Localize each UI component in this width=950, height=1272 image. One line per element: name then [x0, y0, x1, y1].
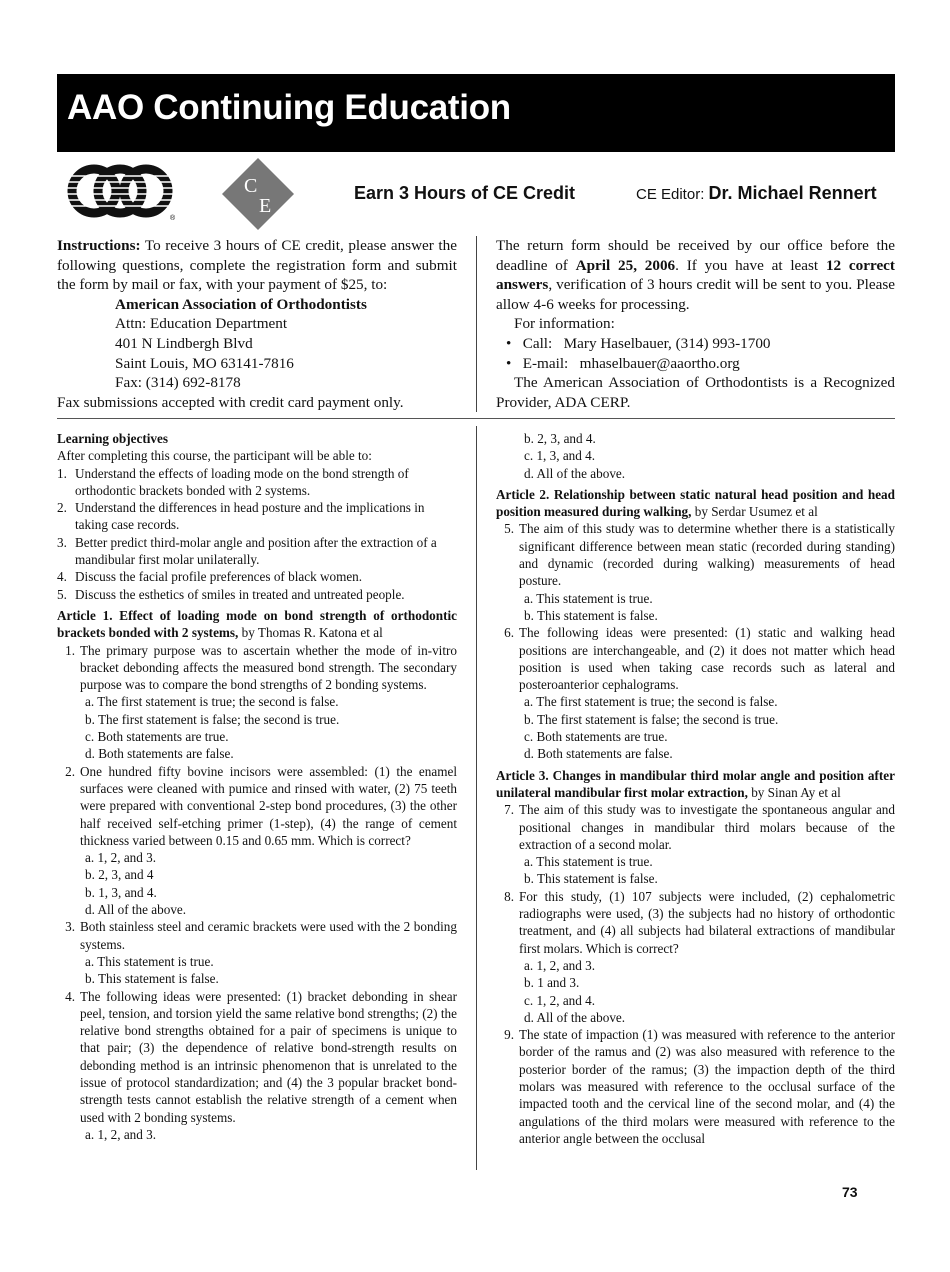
objective-item: 2. Understand the differences in head posture and the implications in taking case records.	[57, 499, 457, 534]
answer-option: d. All of the above.	[524, 465, 626, 481]
objective-item: 5. Discuss the esthetics of smiles in treated and untreated people.	[57, 586, 457, 603]
question-7: 7. The aim of this study was to investigate the spontaneous angular and positional changes in mandibular third molars because of the extraction of a second molar.	[504, 802, 895, 852]
page-title: AAO Continuing Education	[67, 88, 511, 127]
address-line: Saint Louis, MO 63141-7816	[115, 354, 294, 372]
question-8: 8. For this study, (1) 107 subjects were included, (2) cephalometric radiographs were used, (3) the subjects had no history of orthodontic treatment, and (4) all subjects had bilateral extractions of mandibular first molars. Which is correct?	[504, 888, 895, 956]
answer-option: b. 1 and 3.	[524, 975, 580, 991]
for-info: For information:	[514, 315, 615, 333]
article-1-heading	[57, 607, 457, 642]
article-author: by Serdar Usumez et al	[691, 504, 818, 520]
answer-option: b. The first statement is false; the second is true.	[524, 711, 779, 727]
page-number: 73	[842, 1184, 858, 1200]
answer-option: a. This statement is true.	[524, 590, 653, 606]
answer-option: d. All of the above.	[524, 1009, 626, 1025]
answer-option: a. 1, 2, and 3.	[85, 1126, 157, 1142]
email-text: E-mail: mhaselbauer@aaortho.org	[522, 354, 740, 372]
return-text: . If you have at least	[675, 256, 826, 274]
objective-item: 3. Better predict third-molar angle and position after the extraction of a mandibular first molar unilaterally.	[57, 534, 457, 569]
instructions-text: To receive 3 hours of CE credit, please answer the following questions, complete the registration form and submit the form by mail or fax, with your payment of $25, to:	[57, 237, 457, 294]
return-text: , verification of 3 hours credit will be sent to you. Please allow 4-6 weeks for processing.	[496, 276, 895, 313]
article-2-heading	[496, 486, 895, 521]
ce-letter-e: E	[259, 195, 272, 217]
call-item: • Call: Mary Haselbauer, (314) 993-1700	[506, 334, 771, 352]
editor-label: CE Editor:	[636, 186, 705, 203]
answer-option: c. 1, 2, and 4.	[524, 992, 596, 1008]
question-4: 4. The following ideas were presented: (1) bracket debonding in shear peel, tension, and torsion yield the same relative bond strengths; (2) the relative bond strengths obtained for a pair of specimens is unique to that pair; (3) the dependence of relative bond-strength results on debonding method is an intrinsic phenomenon that is unrelated to the issue of protocol standardization; and (4) the 3 popular bracket bond-strength tests cannot establish the relative strength of a cement when used with 2 bonding systems.	[65, 988, 457, 1125]
ce-editor	[636, 183, 877, 204]
answer-option: a. This statement is true.	[524, 854, 653, 870]
question-text: The following ideas were presented: (1) bracket debonding in shear peel, tension, and torsion yield the same relative bond strengths; (2) the relative bond strengths obtained for a pair of specimens is unique to that pair; (3) the dependence of relative bond-strength results on debonding method is an intrinsic phenomenon that is unrelated to the issue of protocol standardization; and (4) the 3 popular bracket bond-strength tests cannot establish the relative strength of a cement when used with 2 bonding systems.	[80, 988, 457, 1125]
answer-option: c. Both statements are true.	[85, 729, 229, 745]
answer-option: d. All of the above.	[85, 902, 187, 918]
instructions-label: Instructions:	[57, 237, 141, 254]
column-divider	[476, 236, 477, 412]
question-9: 9. The state of impaction (1) was measured with reference to the anterior border of the ramus and (2) was also measured with reference to the posterior border of the ramus; (3) the impaction depth of the third molars was measured with reference to the occlusal surface of the impacted tooth and the cervical line of the second molar, and (4) the angulations of the third molars were measured with reference to the anterior angle between the occlusal	[504, 1027, 895, 1146]
question-6: 6. The following ideas were presented: (1) static and walking head positions are interchangeable, and (2) it does not matter which head position is used when taking case records such as lateral and posteroanterior cephalograms.	[504, 625, 895, 693]
article-author: by Thomas R. Katona et al	[238, 625, 383, 641]
question-3: 3. Both stainless steel and ceramic brackets were used with the 2 bonding systems.	[65, 919, 457, 952]
question-text: Both stainless steel and ceramic brackets were used with the 2 bonding systems.	[80, 919, 457, 952]
return-info-block	[496, 236, 895, 412]
answer-option: b. The first statement is false; the second is true.	[85, 711, 340, 727]
question-text: One hundred fifty bovine incisors were assembled: (1) the enamel surfaces were cleaned with pumice and rinsed with water, (2) 75 teeth were prepared with conventional 2-step bond procedures, (3) the other half received self-etching primer (1-step), (4) the range of cement thickness varied between 0.15 and 0.65 mm. Which is correct?	[80, 763, 457, 848]
org-name: American Association of Orthodontists	[115, 295, 367, 313]
question-text: The primary purpose was to ascertain whether the mode of in-vitro bracket debonding affects the measured bond strength. The secondary purpose was to compare the bond strengths of 2 bonding systems.	[80, 642, 457, 693]
svg-text:®: ®	[170, 215, 176, 222]
address-line: 401 N Lindbergh Blvd	[115, 334, 253, 352]
question-5: 5. The aim of this study was to determine whether there is a statistically significant difference between mean static (recorded during standing) and dynamic (recorded during walking) measurements of head posture.	[504, 521, 895, 589]
answer-option: b. This statement is false.	[524, 871, 658, 887]
objective-item: 1. Understand the effects of loading mode on the bond strength of orthodontic brackets bonded with 2 systems.	[57, 465, 457, 500]
answer-option: b. This statement is false.	[85, 971, 219, 987]
question-1: 1. The primary purpose was to ascertain whether the mode of in-vitro bracket debonding affects the measured bond strength. The secondary purpose was to compare the bond strengths of 2 bonding systems.	[65, 642, 457, 693]
objective-text: Understand the effects of loading mode on the bond strength of orthodontic brackets bonded with 2 systems.	[75, 465, 409, 498]
question-text: The aim of this study was to determine whether there is a statistically significant difference between mean static (recorded during standing) and dynamic (recorded during walking) measurements of head posture.	[519, 521, 895, 589]
email-item: • E-mail: mhaselbauer@aaortho.org	[506, 354, 740, 372]
title-banner	[57, 74, 895, 152]
ce-credit-heading: Earn 3 Hours of CE Credit	[354, 183, 576, 203]
objective-text: Understand the differences in head posture and the implications in taking case records.	[75, 500, 425, 533]
answer-option: c. Both statements are true.	[524, 729, 668, 745]
question-text: For this study, (1) 107 subjects were included, (2) cephalometric radiographs were used, (3) the subjects had no history of orthodontic treatment, and (4) all subjects had bilateral extractions of mandibular first molars. Which is correct?	[519, 888, 895, 956]
objective-item: 4. Discuss the facial profile preferences of black women.	[57, 568, 457, 585]
question-text: The following ideas were presented: (1) static and walking head positions are interchangeable, and (2) it does not matter which head position is used when taking case records such as lateral and posteroanterior cephalograms.	[519, 625, 895, 693]
address-line: Attn: Education Department	[115, 315, 288, 333]
ce-letter-c: C	[244, 175, 258, 197]
objective-text: Discuss the facial profile preferences of black women.	[75, 569, 363, 585]
call-text: Call: Mary Haselbauer, (314) 993-1700	[522, 334, 771, 352]
article-title: Article 3. Changes in mandibular third molar angle and position after unilateral mandibular first molar extraction,	[496, 767, 895, 800]
objectives-intro: After completing this course, the participant will be able to:	[57, 448, 372, 464]
article-title: Article 1. Effect of loading mode on bond strength of orthodontic brackets bonded with 2 systems,	[57, 607, 457, 641]
aao-logo-icon	[58, 160, 178, 222]
answer-option: b. This statement is false.	[524, 607, 658, 623]
objective-text: Better predict third-molar angle and position after the extraction of a mandibular first molar unilaterally.	[75, 534, 437, 568]
question-text: The aim of this study was to investigate the spontaneous angular and positional changes in mandibular third molars because of the extraction of a second molar.	[519, 802, 895, 852]
ce-diamond-icon	[222, 158, 294, 230]
answer-option: b. 2, 3, and 4.	[524, 431, 596, 446]
column-divider	[476, 426, 477, 1170]
article-3-heading	[496, 767, 895, 802]
answer-option: d. Both statements are false.	[85, 746, 234, 762]
answer-option: a. This statement is true.	[85, 953, 214, 969]
answer-option: b. 1, 3, and 4.	[85, 884, 157, 900]
left-column	[57, 430, 457, 1143]
provider-note: The American Association of Orthodontists is a Recognized Provider, ADA CERP.	[496, 374, 895, 411]
section-divider	[57, 418, 895, 419]
article-author: by Sinan Ay et al	[747, 784, 841, 800]
fax-note: Fax submissions accepted with credit card payment only.	[57, 393, 404, 411]
editor-name: Dr. Michael Rennert	[708, 183, 877, 203]
question-2: 2. One hundred fifty bovine incisors were assembled: (1) the enamel surfaces were cleaned with pumice and rinsed with water, (2) 75 teeth were prepared with conventional 2-step bond procedures, (3) the other half received self-etching primer (1-step), (4) the range of cement thickness varied between 0.15 and 0.65 mm. Which is correct?	[65, 763, 457, 848]
answer-option: a. The first statement is true; the second is false.	[524, 694, 778, 710]
mailing-address	[57, 295, 457, 393]
answer-option: a. 1, 2, and 3.	[524, 957, 596, 973]
answer-option: c. 1, 3, and 4.	[524, 448, 596, 464]
return-text: The return form should be received by our office before the deadline of	[496, 237, 895, 274]
deadline: April 25, 2006	[575, 256, 676, 274]
correct-answers-requirement: 12 correct answers	[496, 256, 895, 294]
answer-option: b. 2, 3, and 4	[85, 867, 154, 883]
answer-option: d. Both statements are false.	[524, 746, 673, 762]
question-text: The state of impaction (1) was measured with reference to the anterior border of the ramus and (2) was also measured with reference to the posterior border of the ramus; (3) the impaction depth of the third molars was measured with reference to the occlusal surface of the impacted tooth and the cervical line of the second molar, and (4) the angulations of the third molars were measured with reference to the anterior angle between the occlusal	[519, 1027, 895, 1146]
objectives-title: Learning objectives	[57, 431, 168, 446]
answer-option: a. 1, 2, and 3.	[85, 850, 157, 866]
instructions-block	[57, 236, 457, 412]
fax-line: Fax: (314) 692-8178	[115, 374, 241, 392]
article-title: Article 2. Relationship between static natural head position and head position measured during walking,	[496, 486, 895, 520]
right-column	[496, 430, 895, 1147]
objective-text: Discuss the esthetics of smiles in treated and untreated people.	[75, 586, 405, 602]
answer-option: a. The first statement is true; the second is false.	[85, 694, 339, 710]
